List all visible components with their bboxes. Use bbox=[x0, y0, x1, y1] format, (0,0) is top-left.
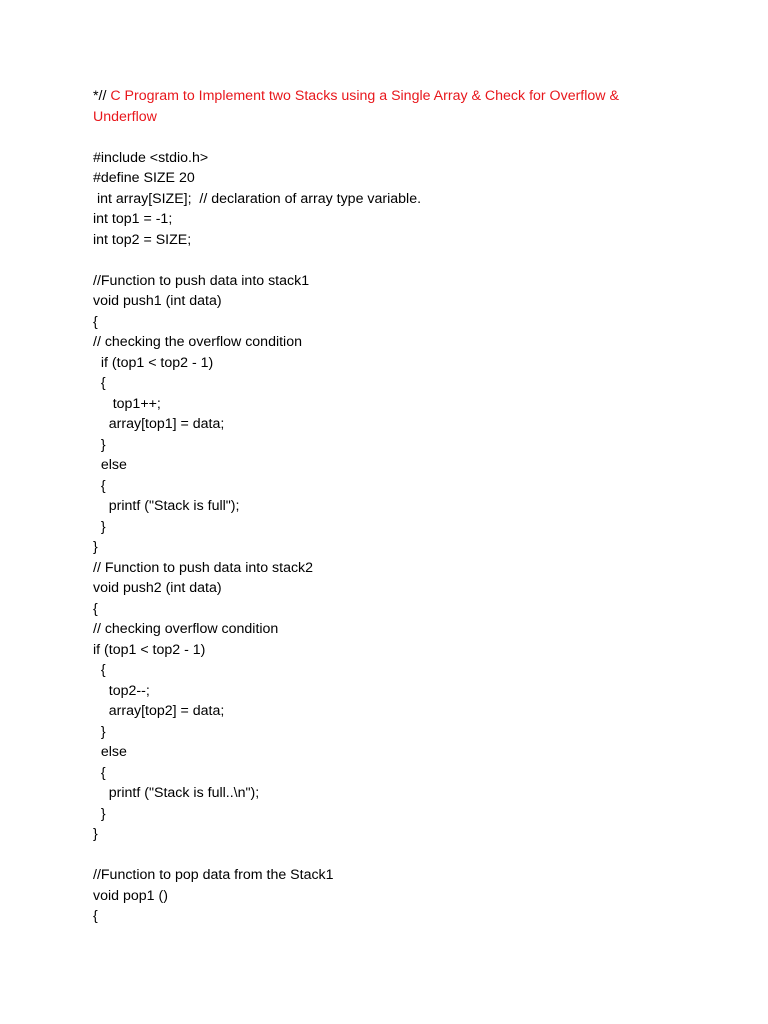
code-line: array[top1] = data; bbox=[93, 416, 225, 432]
code-line: int top2 = SIZE; bbox=[93, 231, 192, 248]
document-content bbox=[93, 86, 673, 927]
code-line: } bbox=[93, 436, 106, 453]
code-line bbox=[93, 845, 673, 866]
code-line: int array[SIZE]; // declaration of array type variable. bbox=[93, 190, 422, 207]
code-line: } bbox=[93, 518, 106, 535]
code-line: #include <stdio.h> bbox=[93, 149, 209, 166]
code-line: void push2 (int data) bbox=[93, 580, 222, 596]
title-text: C Program to Implement two Stacks using a Single Array & Check for Overflow & Underflow bbox=[93, 88, 619, 125]
code-line: { bbox=[93, 477, 106, 494]
code-line: } bbox=[93, 805, 106, 822]
code-line: printf ("Stack is full"); bbox=[93, 498, 240, 514]
code-line: array[top2] = data; bbox=[93, 703, 225, 719]
code-line: void pop1 () bbox=[93, 887, 168, 904]
code-line: { bbox=[93, 313, 98, 330]
code-line: if (top1 < top2 - 1) bbox=[93, 641, 206, 658]
title-prefix: *// bbox=[93, 88, 111, 104]
code-line bbox=[93, 250, 673, 271]
code-line: } bbox=[93, 723, 106, 740]
code-line: { bbox=[93, 662, 106, 678]
code-line: top2--; bbox=[93, 682, 150, 699]
code-line: // checking the overflow condition bbox=[93, 334, 302, 350]
code-line: void push1 (int data) bbox=[93, 293, 222, 309]
code-line: { bbox=[93, 375, 106, 391]
code-line: printf ("Stack is full..\n"); bbox=[93, 785, 260, 801]
code-line: { bbox=[93, 600, 98, 617]
code-line: int top1 = -1; bbox=[93, 211, 173, 227]
code-line: else bbox=[93, 457, 127, 473]
code-line: //Function to pop data from the Stack1 bbox=[93, 867, 334, 883]
code-line: { bbox=[93, 908, 98, 924]
code-line: { bbox=[93, 764, 106, 781]
code-line: //Function to push data into stack1 bbox=[93, 272, 310, 289]
code-line: #define SIZE 20 bbox=[93, 170, 195, 186]
code-line: // Function to push data into stack2 bbox=[93, 559, 314, 576]
code-line: else bbox=[93, 744, 127, 760]
code-line: } bbox=[93, 539, 98, 555]
code-line: // checking overflow condition bbox=[93, 621, 279, 637]
code-line: } bbox=[93, 826, 98, 842]
document-title bbox=[93, 86, 673, 127]
code-line: top1++; bbox=[93, 395, 161, 412]
code-block bbox=[93, 148, 673, 927]
code-line: if (top1 < top2 - 1) bbox=[93, 354, 214, 371]
